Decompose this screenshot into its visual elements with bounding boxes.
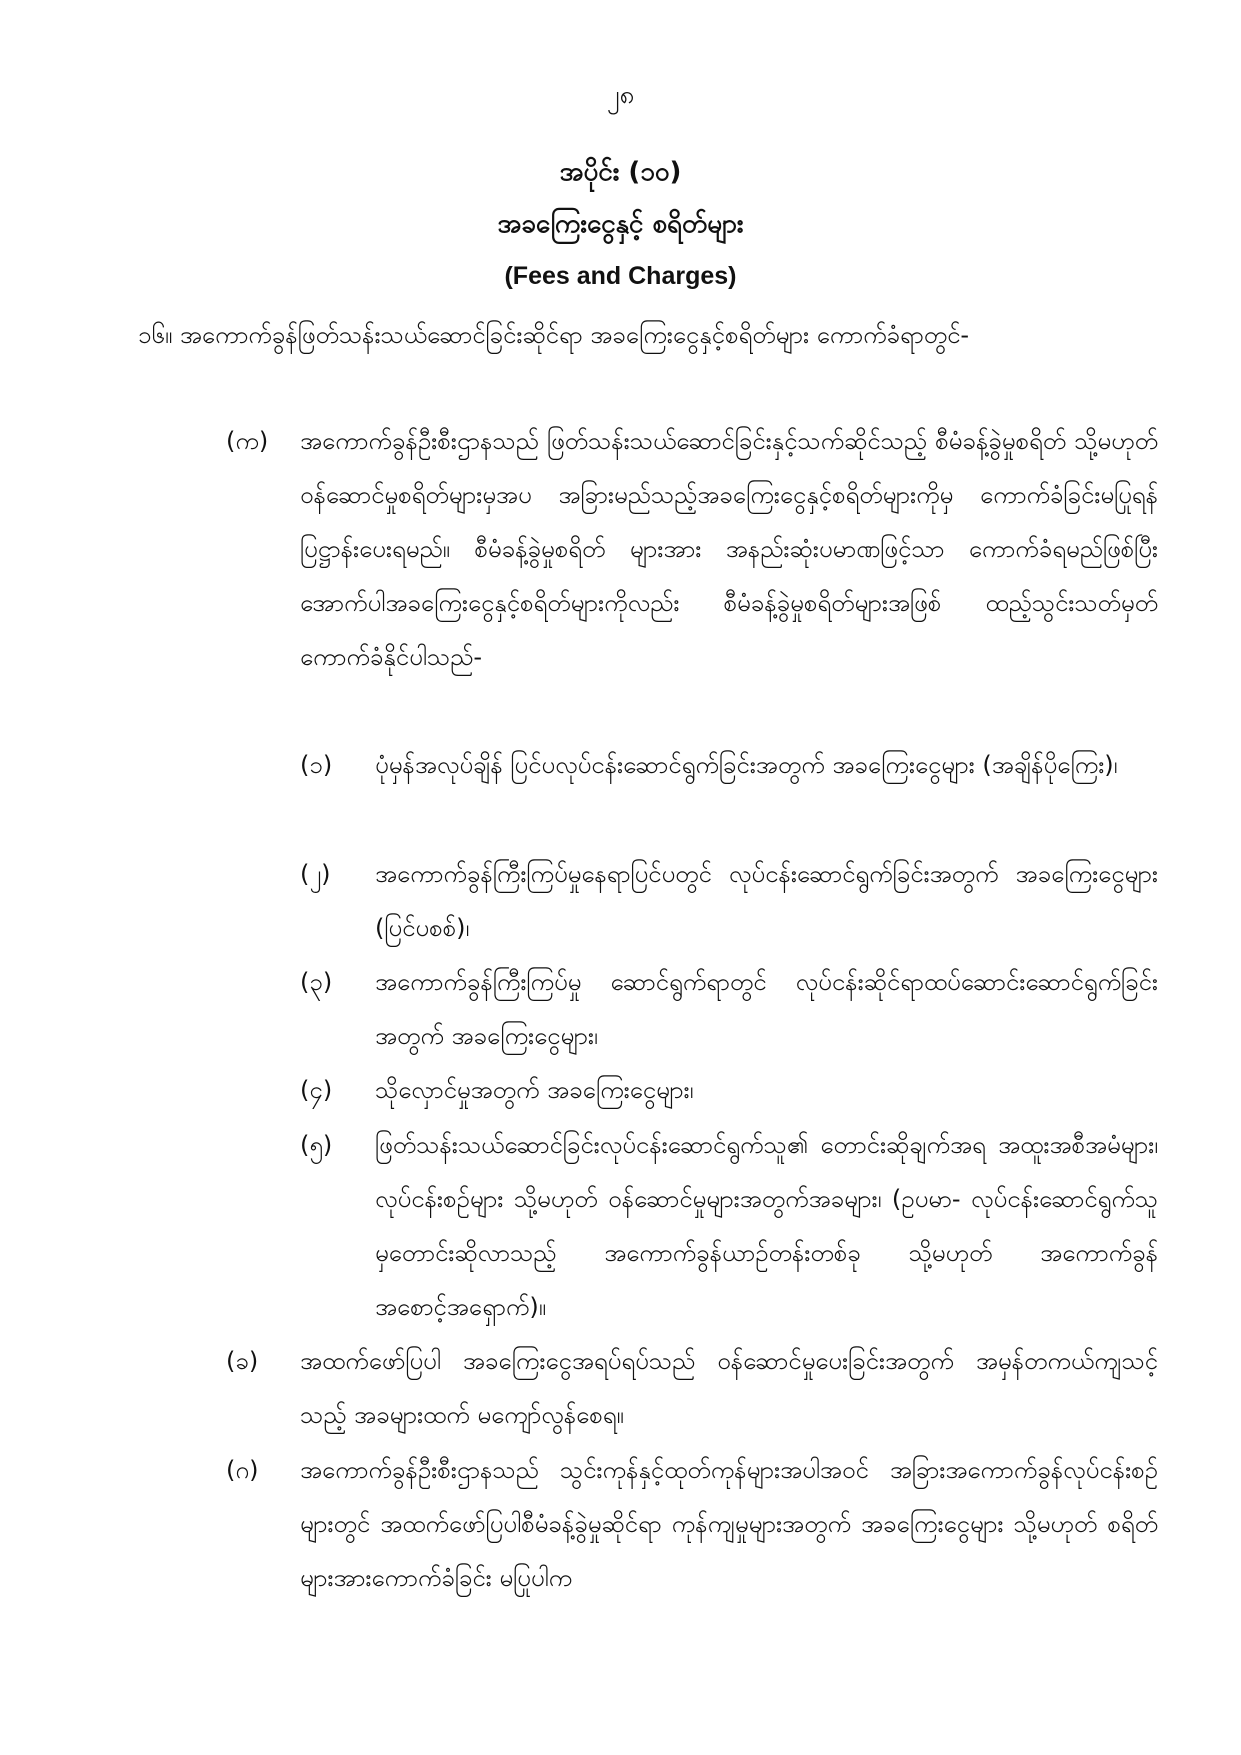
item-2-text: အကောက်ခွန်ကြီးကြပ်မှုနေရာပြင်ပတွင် လုပ်ငန်းဆောင်ရွက်ခြင်းအတွက် အခကြေးငွေများ (ပြင်ပစစ်)၊ bbox=[375, 860, 1158, 942]
paragraph-marker-kha: (ခ) bbox=[226, 1347, 259, 1375]
page-number: ၂၈ bbox=[606, 80, 635, 110]
item-marker-4: (၄) bbox=[300, 1076, 333, 1104]
item-marker-5: (၅) bbox=[300, 1131, 333, 1159]
item-marker-2: (၂) bbox=[300, 860, 331, 888]
chapter-title: အခကြေးငွေနှင့် စရိတ်များ bbox=[497, 209, 744, 239]
paragraph-ga-text: အကောက်ခွန်ဦးစီးဌာနသည် သွင်းကုန်နှင့်ထုတ်ကုန်များအပါအဝင် အခြားအကောက်ခွန်လုပ်ငန်းစဉ်များတွင် အထက်ဖော်ပြပါစီမံခန့်ခွဲမှုဆိုင်ရာ ကုန်ကျမှုများအတွက် အခကြေးငွေများ သို့မဟုတ် စရိတ်များအားကောက်ခံခြင်း မပြုပါက bbox=[300, 1456, 1158, 1592]
part-title: အပိုင်း (၁၀) bbox=[559, 157, 682, 187]
item-3-text: အကောက်ခွန်ကြီးကြပ်မှု ဆောင်ရွက်ရာတွင် လုပ်ငန်းဆိုင်ရာထပ်ဆောင်းဆောင်ရွက်ခြင်းအတွက် အခကြေးငွေများ၊ bbox=[375, 968, 1158, 1050]
paragraph-marker-ka: (က) bbox=[226, 427, 269, 455]
item-marker-1: (၁) bbox=[300, 751, 333, 779]
item-4-text: သိုလှောင်မှုအတွက် အခကြေးငွေများ၊ bbox=[375, 1076, 694, 1104]
item-marker-3: (၃) bbox=[300, 968, 333, 996]
paragraph-marker-ga: (ဂ) bbox=[226, 1456, 259, 1484]
english-title: (Fees and Charges) bbox=[504, 262, 737, 290]
paragraph-kha-text: အထက်ဖော်ပြပါ အခကြေးငွေအရပ်ရပ်သည် ဝန်ဆောင်မှုပေးခြင်းအတွက် အမှန်တကယ်ကျသင့်သည့် အခများထက် မကျော်လွန်စေရ။ bbox=[300, 1347, 1158, 1429]
section-16-text: ၁၆။ အကောက်ခွန်ဖြတ်သန်းသယ်ဆောင်ခြင်းဆိုင်ရာ အခကြေးငွေနှင့်စရိတ်များ ကောက်ခံရာတွင်- bbox=[138, 321, 970, 349]
item-1-text: ပုံမှန်အလုပ်ချိန် ပြင်ပလုပ်ငန်းဆောင်ရွက်ခြင်းအတွက် အခကြေးငွေများ (အချိန်ပိုကြေး)၊ bbox=[375, 751, 1118, 779]
paragraph-ka-text: အကောက်ခွန်ဦးစီးဌာနသည် ဖြတ်သန်းသယ်ဆောင်ခြင်းနှင့်သက်ဆိုင်သည့် စီမံခန့်ခွဲမှုစရိတ် သို့မဟုတ် ဝန်ဆောင်မှုစရိတ်များမှအပ အခြားမည်သည့်အခကြေးငွေနှင့်စရိတ်များကိုမှ ကောက်ခံခြင်းမပြုရန် ပြဋ္ဌာန်းပေးရမည်။ စီမံခန့်ခွဲမှုစရိတ် များအား အနည်းဆုံးပမာဏဖြင့်သာ ကောက်ခံရမည်ဖြစ်ပြီး အောက်ပါအခကြေးငွေနှင့်စရိတ်များကိုလည်း စီမံခန့်ခွဲမှုစရိတ်များအဖြစ် ထည့်သွင်းသတ်မှတ်ကောက်ခံနိုင်ပါသည်- bbox=[300, 427, 1158, 671]
item-5-text: ဖြတ်သန်းသယ်ဆောင်ခြင်းလုပ်ငန်းဆောင်ရွက်သူ၏ တောင်းဆိုချက်အရ အထူးအစီအမံများ၊ လုပ်ငန်းစဉ်များ သို့မဟုတ် ဝန်ဆောင်မှုများအတွက်အခများ၊ (ဥပမာ- လုပ်ငန်းဆောင်ရွက်သူမှတောင်းဆိုလာသည့် အကောက်ခွန်ယာဉ်တန်းတစ်ခု သို့မဟုတ် အကောက်ခွန်အစောင့်အရှောက်)။ bbox=[375, 1131, 1158, 1321]
